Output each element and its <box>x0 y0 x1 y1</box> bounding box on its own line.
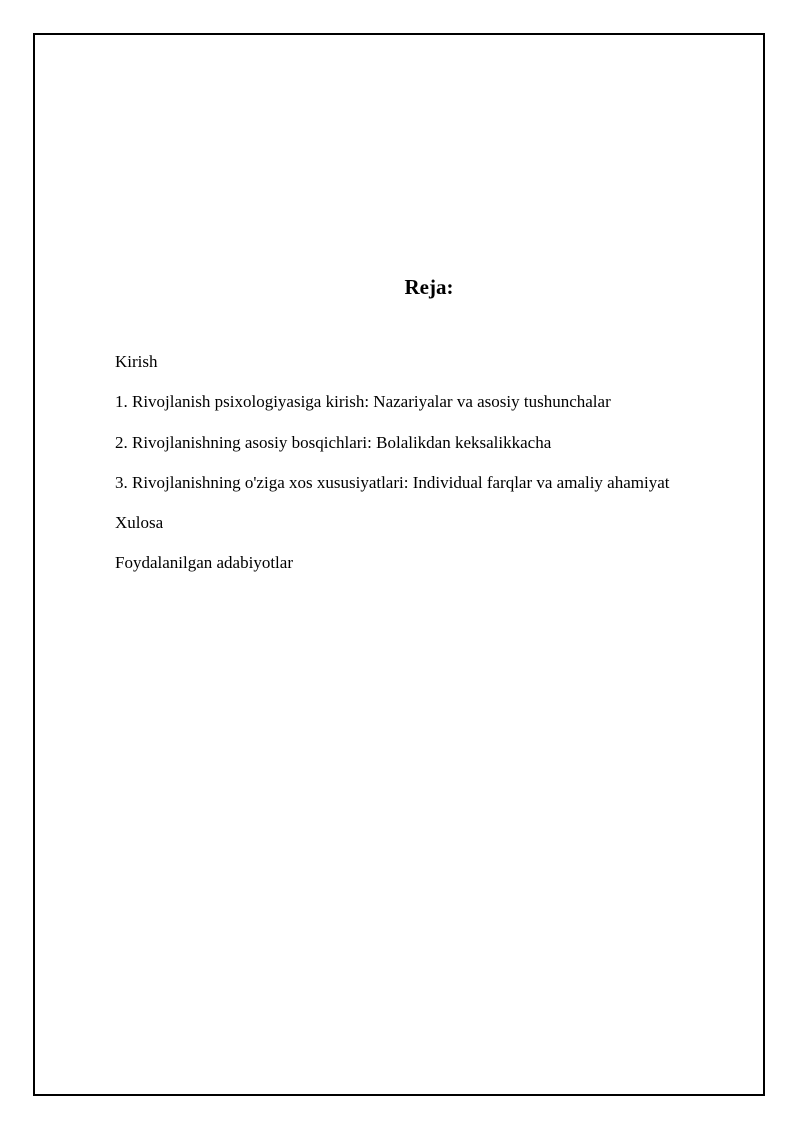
plan-title: Reja: <box>404 275 454 299</box>
plan-item-introduction: Kirish <box>115 352 158 371</box>
plan-item-2: 2. Rivojlanishning asosiy bosqichlari: Bolalikdan keksalikkacha <box>115 432 552 452</box>
plan-item-conclusion: Xulosa <box>115 513 164 533</box>
plan-item-references: Foydalanilgan adabiyotlar <box>115 553 293 573</box>
plan-list <box>115 351 670 593</box>
plan-item-3: 3. Rivojlanishning o'ziga xos xususiyatlari: Individual farqlar va amaliy ahamiyat <box>115 472 670 492</box>
plan-item-1: 1. Rivojlanish psixologiyasiga kirish: Nazariyalar va asosiy tushunchalar <box>115 392 611 412</box>
